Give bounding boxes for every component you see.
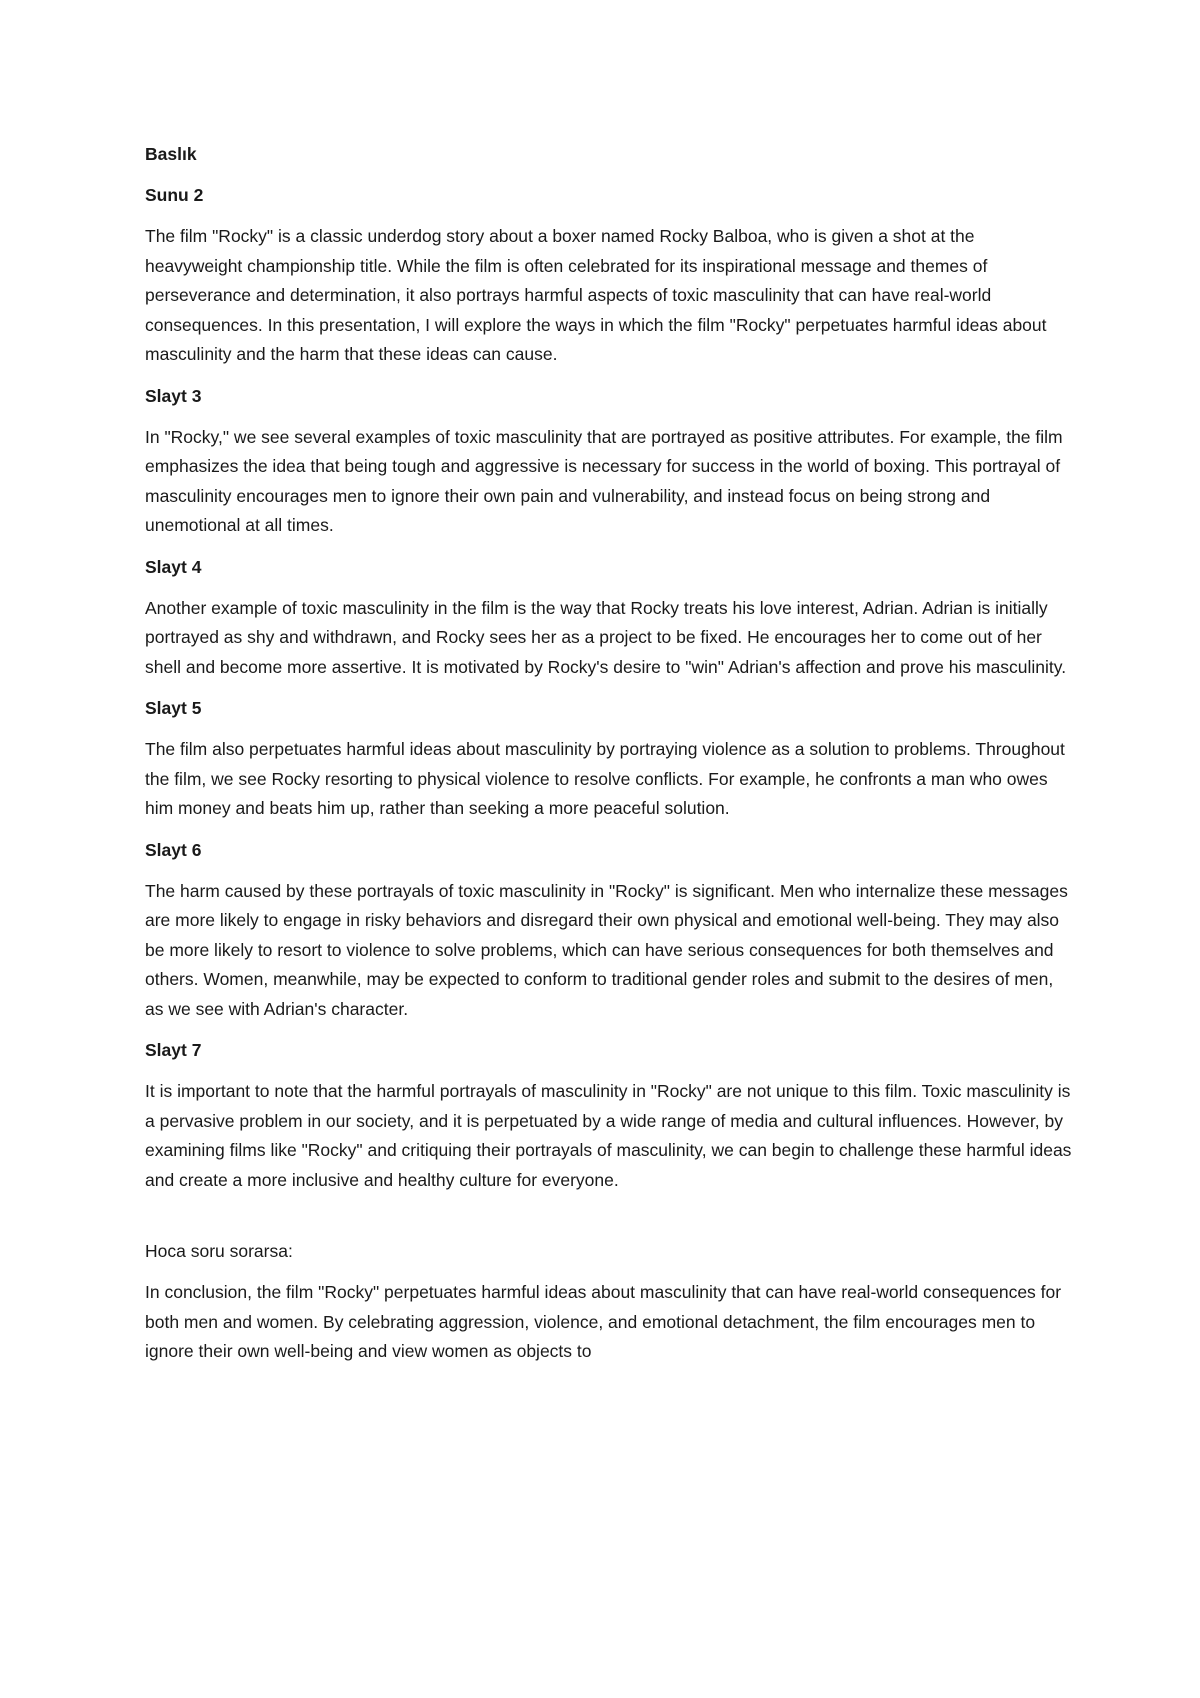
conclusion-paragraph: In conclusion, the film "Rocky" perpetuates harmful ideas about masculinity that can have real-world consequences for both men and women. By celebrating aggression, violence, and emotional detachment, the film encourages men to ignore their own well-being and view women as objects to [145, 1282, 1062, 1361]
document-body [145, 140, 1075, 1379]
section-paragraph: The harm caused by these portrayals of toxic masculinity in "Rocky" is significant. Men who internalize these messages are more likely to engage in risky behaviors and disregard their own physical and emotional well-being. They may also be more likely to resort to violence to solve problems, which can have serious consequences for both themselves and others. Women, meanwhile, may be expected to conform to traditional gender roles and submit to the desires of men, as we see with Adrian's character. [145, 880, 1068, 1019]
document-title: Baslık [145, 144, 197, 164]
section-heading: Slayt 4 [145, 556, 202, 577]
section-paragraph: It is important to note that the harmful portrayals of masculinity in "Rocky" are not unique to this film. Toxic masculinity is a pervasive problem in our society, and it is perpetuated by a wide range of media and cultural influences. However, by examining films like "Rocky" and critiquing their portrayals of masculinity, we can begin to challenge these harmful ideas and create a more inclusive and healthy culture for everyone. [145, 1081, 1072, 1190]
section-paragraph: The film "Rocky" is a classic underdog story about a boxer named Rocky Balboa, who is given a shot at the heavyweight championship title. While the film is often celebrated for its inspirational message and themes of perseverance and determination, it also portrays harmful aspects of toxic masculinity that can have real-world consequences. In this presentation, I will explore the ways in which the film "Rocky" perpetuates harmful ideas about masculinity and the harm that these ideas can cause. [145, 226, 1047, 364]
section-heading: Slayt 7 [145, 1040, 202, 1060]
section-paragraph: Another example of toxic masculinity in the film is the way that Rocky treats his love interest, Adrian. Adrian is initially portrayed as shy and withdrawn, and Rocky sees her as a project to be fixed. He encourages her to come out of her shell and become more assertive. It is motivated by Rocky's desire to "win" Adrian's affection and prove his masculinity. [145, 597, 1067, 677]
note-label: Hoca soru sorarsa: [145, 1241, 293, 1261]
section-paragraph: The film also perpetuates harmful ideas about masculinity by portraying violence as a solution to problems. Throughout the film, we see Rocky resorting to physical violence to resolve conflicts. For example, he confronts a man who owes him money and beats him up, rather than seeking a more peaceful solution. [145, 739, 1065, 818]
section-heading: Slayt 6 [145, 839, 202, 860]
section-heading: Slayt 5 [145, 698, 202, 718]
section-heading: Slayt 3 [145, 385, 202, 406]
section-heading: Sunu 2 [145, 185, 204, 205]
section-paragraph: In "Rocky," we see several examples of toxic masculinity that are portrayed as positive attributes. For example, the film emphasizes the idea that being tough and aggressive is necessary for success in the world of boxing. This portrayal of masculinity encourages men to ignore their own pain and vulnerability, and instead focus on being strong and unemotional at all times. [145, 426, 1063, 535]
blank-line [145, 1207, 1075, 1237]
